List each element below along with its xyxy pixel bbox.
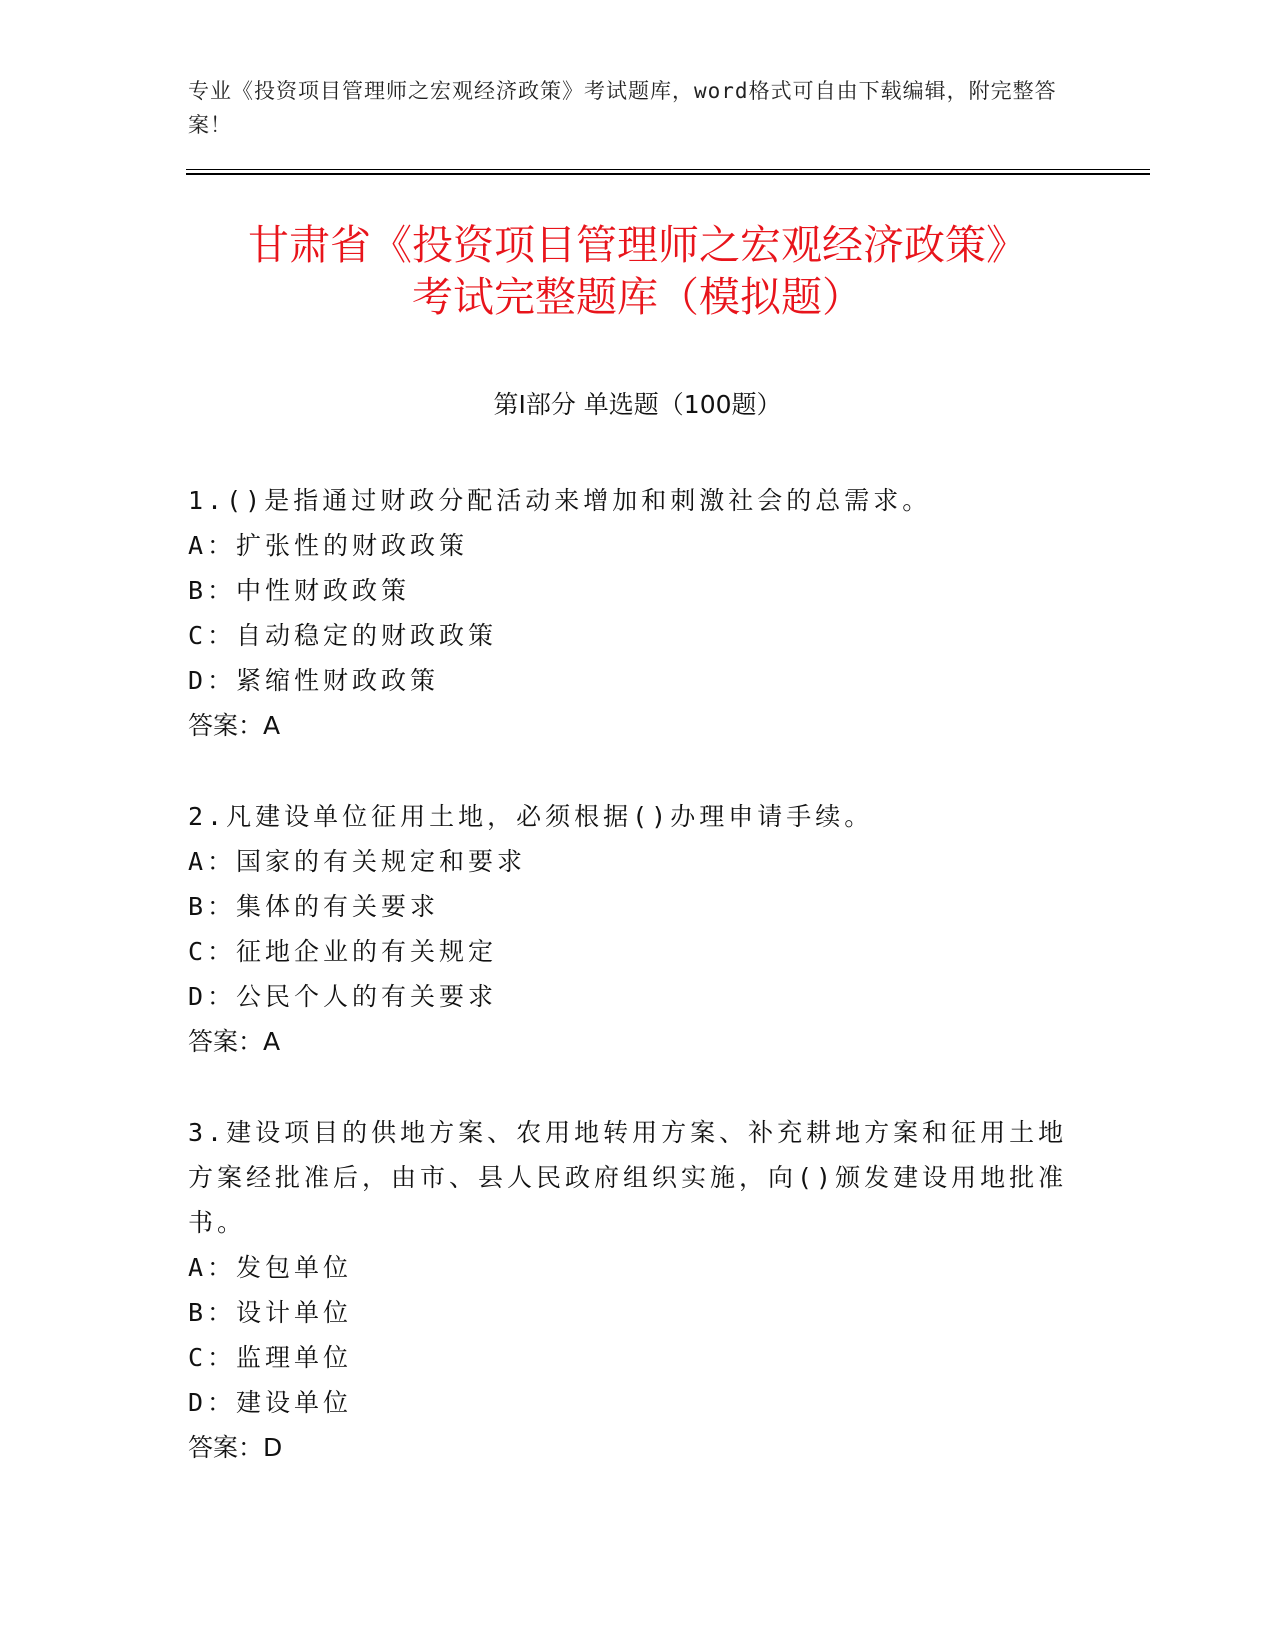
- option-b: B：集体的有关要求: [188, 892, 440, 921]
- question-stem: 3.建设项目的供地方案、农用地转用方案、补充耕地方案和征用土地方案经批准后，由市、县人民政府组织实施，向()颁发建设用地批准书。: [188, 1118, 1068, 1237]
- header-divider-thick: [186, 173, 1150, 175]
- option-c: C：自动稳定的财政政策: [188, 621, 498, 650]
- section-heading: 第Ⅰ部分 单选题（100题）: [493, 390, 782, 419]
- document-title-line-2: 考试完整题库（模拟题）: [412, 273, 863, 321]
- option-a: A：国家的有关规定和要求: [188, 847, 527, 876]
- question-2: [188, 794, 1068, 1064]
- question-3: [188, 1110, 1068, 1470]
- option-c: C：监理单位: [188, 1343, 353, 1372]
- question-stem: 1.()是指通过财政分配活动来增加和刺激社会的总需求。: [188, 486, 932, 515]
- answer-line: 答案：D: [188, 1433, 283, 1462]
- option-d: D：公民个人的有关要求: [188, 982, 498, 1011]
- question-list: [188, 478, 1068, 1516]
- question-1: [188, 478, 1068, 748]
- answer-line: 答案：A: [188, 711, 281, 740]
- option-a: A：发包单位: [188, 1253, 353, 1282]
- option-b: B：中性财政政策: [188, 576, 411, 605]
- document-title-line-1: 甘肃省《投资项目管理师之宏观经济政策》: [248, 221, 1027, 269]
- option-c: C：征地企业的有关规定: [188, 937, 498, 966]
- document-header-note: 专业《投资项目管理师之宏观经济政策》考试题库，word格式可自由下载编辑，附完整答案！: [188, 79, 1057, 137]
- question-stem: 2.凡建设单位征用土地，必须根据()办理申请手续。: [188, 802, 874, 831]
- option-a: A：扩张性的财政政策: [188, 531, 469, 560]
- answer-line: 答案：A: [188, 1027, 281, 1056]
- option-b: B：设计单位: [188, 1298, 353, 1327]
- option-d: D：建设单位: [188, 1388, 353, 1417]
- option-d: D：紧缩性财政政策: [188, 666, 440, 695]
- header-divider-thin: [186, 169, 1150, 170]
